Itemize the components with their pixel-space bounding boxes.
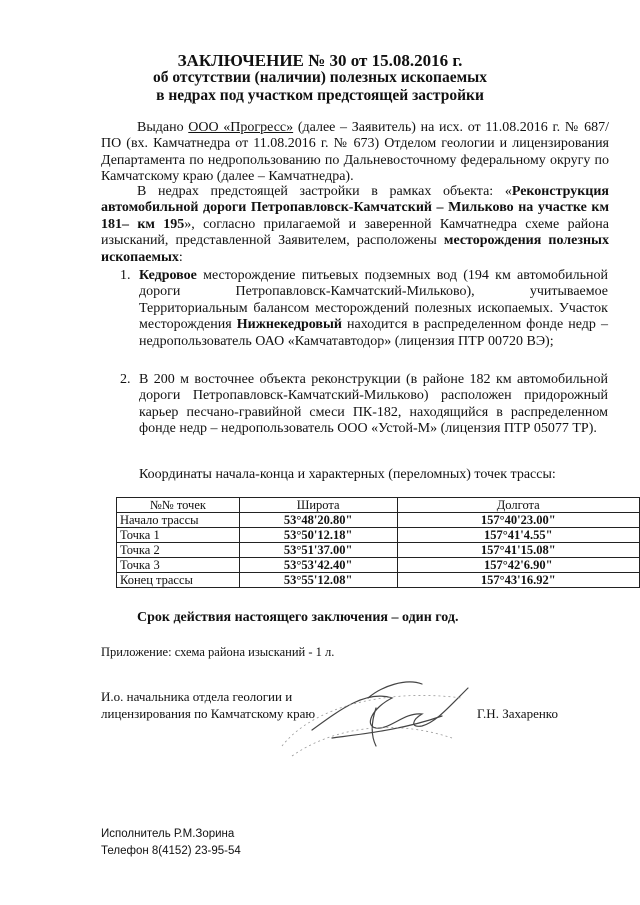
list-number: 1. (120, 268, 131, 283)
latitude-cell: 53°50'12.18" (239, 528, 397, 543)
deposits-heading: месторождения полезных ископаемых (101, 233, 609, 265)
coordinates-intro: Координаты начала-конца и характерных (переломных) точек трассы: (139, 467, 556, 482)
longitude-cell: 157°40'23.00" (397, 513, 640, 528)
longitude-cell: 157°43'16.92" (397, 573, 640, 588)
executor-info (101, 826, 241, 860)
table-row (117, 543, 640, 558)
document-subtitle-2: в недрах под участком предстоящей застройки (156, 87, 484, 104)
column-header-longitude: Долгота (397, 498, 640, 513)
table-row (117, 573, 640, 588)
issuance-prefix: Выдано (137, 120, 189, 135)
document-title: ЗАКЛЮЧЕНИЕ № 30 от 15.08.2016 г. (177, 51, 463, 70)
point-cell: Точка 2 (117, 543, 240, 558)
point-cell: Начало трассы (117, 513, 240, 528)
document-subtitle-1: об отсутствии (наличии) полезных ископаемых (153, 69, 487, 86)
object-paragraph (101, 184, 609, 266)
object-name: Реконструкция автомобильной дороги Петропавловск-Камчатский – Мильково на участке км 181– км 195 (101, 184, 609, 232)
point-cell: Точка 3 (117, 558, 240, 573)
handwritten-signature (272, 668, 472, 758)
latitude-cell: 53°48'20.80" (239, 513, 397, 528)
list-item (120, 372, 608, 438)
deposit-text-2: находится в распределенном фонде недр – недропользователь ОАО «Камчатавтодор» (лицензия ПТР 00720 ВЭ); (139, 317, 609, 349)
point-cell: Конец трассы (117, 573, 240, 588)
latitude-cell: 53°55'12.08" (239, 573, 397, 588)
latitude-cell: 53°53'42.40" (239, 558, 397, 573)
company-name: ООО «Прогресс» (188, 120, 294, 135)
signatory-position-line-2: лицензирования по Камчатскому краю (101, 706, 316, 721)
executor-name: Исполнитель Р.М.Зорина (101, 828, 235, 840)
column-header-latitude: Широта (239, 498, 397, 513)
table-row (117, 558, 640, 573)
site-name: Нижнекедровый (236, 317, 342, 333)
latitude-cell: 53°51'37.00" (239, 543, 397, 558)
column-header-point: №№ точек (117, 498, 240, 513)
validity-statement: Срок действия настоящего заключения – один год. (137, 610, 459, 625)
list-item (120, 268, 608, 350)
deposit-name: Кедровое (139, 268, 197, 283)
table-row (117, 528, 640, 543)
coordinates-table (116, 497, 640, 588)
signatory-position-line-1: И.о. начальника отдела геологии и (101, 689, 293, 704)
issuance-details: (далее – Заявитель) на исх. от 11.08.2016 г. № 687/ПО (вх. Камчатнедра от 11.08.2016 г. № 673) Отделом геологии и лицензирования Департамента по недропользованию по Дальневосточному федеральному округу по Камчатскому краю (далее – Камчатнедра). (101, 120, 609, 185)
longitude-cell: 157°41'4.55" (397, 528, 640, 543)
object-mid: », согласно прилагаемой и заверенной Камчатнедра схеме района изысканий, представленной Заявителем, расположены (101, 216, 609, 249)
object-colon: : (178, 249, 183, 265)
deposit-text-1: месторождение питьевых подземных вод (194 км автомобильной дороги Петропавловск-Камчатский-Мильково), учитываемое Территориальным балансом месторождений полезных ископаемых. Участок месторождения (139, 268, 608, 333)
point-cell: Точка 1 (117, 528, 240, 543)
table-header-row (117, 498, 640, 513)
longitude-cell: 157°41'15.08" (397, 543, 640, 558)
issuance-paragraph (101, 120, 609, 186)
list-number: 2. (120, 372, 131, 387)
object-prefix: В недрах предстоящей застройки в рамках объекта: « (137, 184, 512, 199)
longitude-cell: 157°42'6.90" (397, 558, 640, 573)
signatory-name: Г.Н. Захаренко (477, 706, 558, 721)
appendix-note: Приложение: схема района изысканий - 1 л. (101, 645, 335, 659)
executor-phone: Телефон 8(4152) 23-95-54 (101, 845, 241, 857)
table-row (117, 513, 640, 528)
quarry-text: В 200 м восточнее объекта реконструкции (в районе 182 км автомобильной дороги Петропавловск-Камчатский-Мильково) расположен придорожный карьер песчано-гравийной смеси ПК-182, находящийся в распределенном фонде недр – недропользователь ООО «Устой-М» (лицензия ПТР 05077 ТР). (139, 372, 608, 437)
